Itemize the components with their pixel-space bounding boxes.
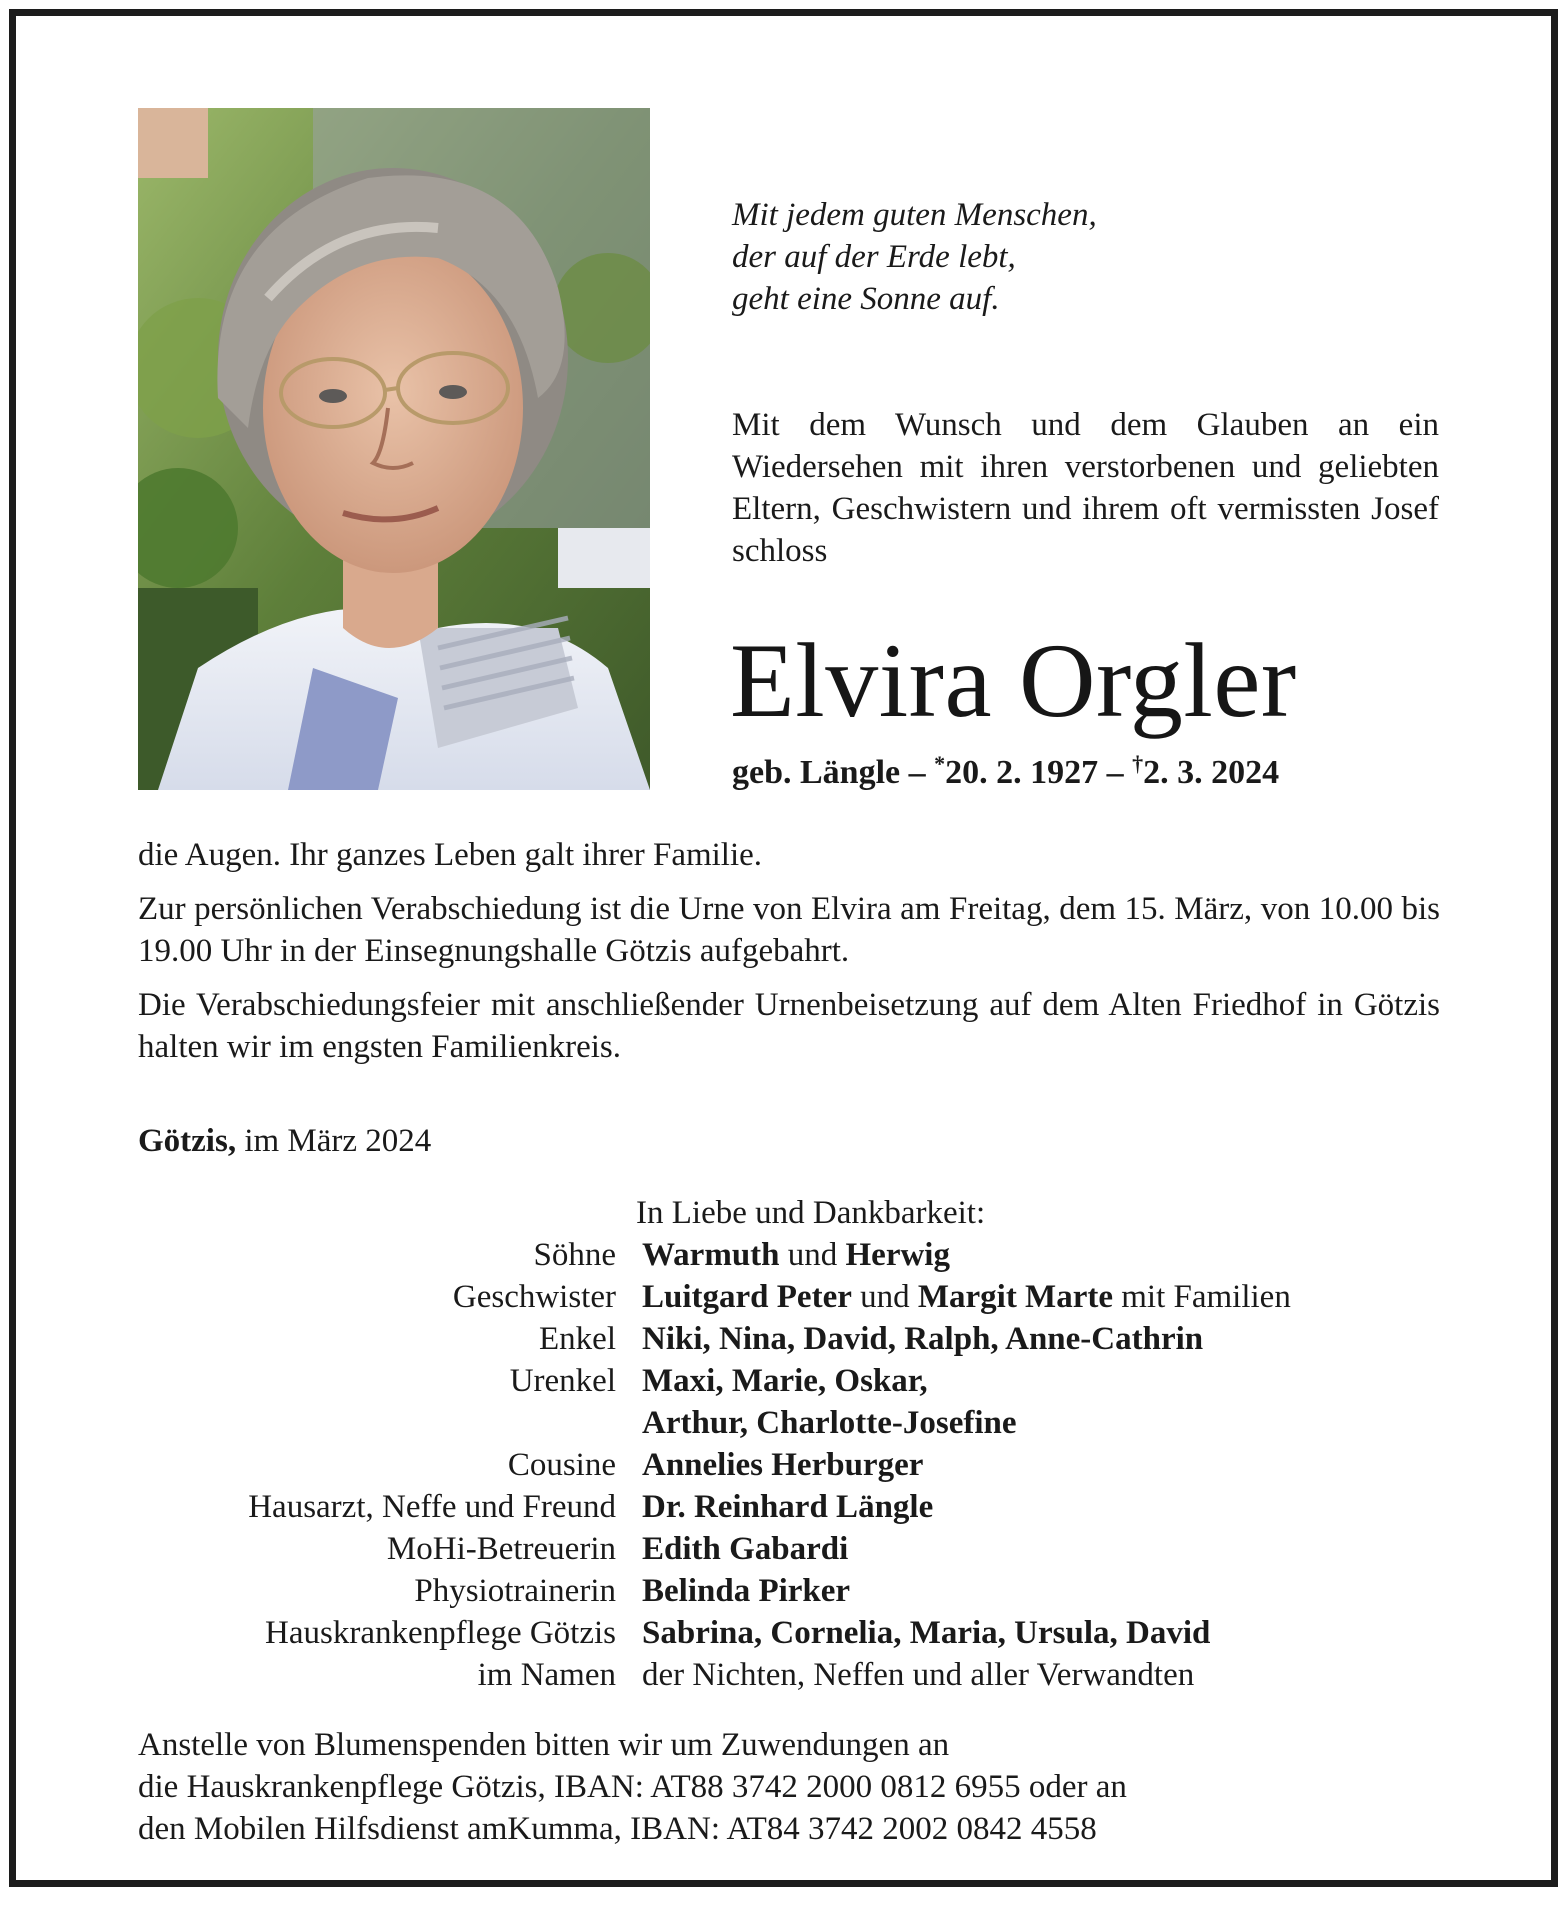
mourner-name: Margit Marte <box>917 1279 1113 1315</box>
mourner-names <box>642 1612 1210 1654</box>
mourner-row <box>138 1612 1558 1654</box>
place-date-text: im März 2024 <box>244 1123 432 1159</box>
quote-line: geht eine Sonne auf. <box>732 281 1000 317</box>
mourner-row <box>138 1444 1558 1486</box>
life-dates <box>732 744 1279 793</box>
announcement-body <box>138 834 1440 1080</box>
portrait-illustration <box>138 108 650 790</box>
portrait-photo <box>138 108 650 790</box>
mourner-row <box>138 1318 1558 1360</box>
mourner-name: Warmuth <box>642 1237 780 1273</box>
memorial-quote <box>732 194 1292 320</box>
mourner-role: im Namen <box>477 1657 616 1693</box>
birth-symbol: * <box>934 751 946 776</box>
mourner-role: Hausarzt, Neffe und Freund <box>248 1489 616 1525</box>
mourners-list <box>138 1234 1558 1696</box>
mourner-row <box>138 1276 1558 1318</box>
mourner-role: Geschwister <box>452 1279 616 1315</box>
mourner-row <box>138 1234 1558 1276</box>
mourner-role <box>138 1402 642 1444</box>
mourner-rest: mit Familien <box>1121 1279 1291 1315</box>
mourner-name: Edith Gabardi <box>642 1531 849 1567</box>
mourner-row <box>138 1654 1558 1696</box>
birth-name: geb. Längle <box>732 754 901 791</box>
mourner-name: Annelies Herburger <box>642 1447 924 1483</box>
mourner-name: Dr. Reinhard Längle <box>642 1489 934 1525</box>
donation-line: die Hauskrankenpflege Götzis, IBAN: AT88 3742 2000 0812 6955 oder an <box>138 1769 1127 1805</box>
mourner-role: Cousine <box>507 1447 616 1483</box>
mourner-name: Herwig <box>845 1237 950 1273</box>
mourner-names <box>642 1360 928 1402</box>
mourner-role: Söhne <box>533 1237 616 1273</box>
birth-date: 20. 2. 1927 <box>945 754 1099 791</box>
mourner-conj: und <box>787 1237 838 1273</box>
mourner-name: Luitgard Peter <box>642 1279 852 1315</box>
mourner-name: Belinda Pirker <box>642 1573 851 1609</box>
death-symbol: † <box>1132 751 1144 776</box>
mourner-names <box>642 1654 1194 1696</box>
mourner-row <box>138 1570 1558 1612</box>
mourner-row <box>138 1486 1558 1528</box>
body-paragraph: Zur persönlichen Verabschiedung ist die Urne von Elvira am Freitag, dem 15. März, von 10.00 bis 19.00 Uhr in der Einsegnungshalle Götzis aufgebahrt. <box>138 891 1440 969</box>
mourner-names <box>642 1444 923 1486</box>
mourner-names <box>642 1528 848 1570</box>
mourner-names <box>642 1570 850 1612</box>
thanks-heading: In Liebe und Dankbarkeit: <box>636 1195 986 1231</box>
death-date: 2. 3. 2024 <box>1143 754 1280 791</box>
mourner-name: Maxi, Marie, Oskar, <box>642 1363 928 1399</box>
body-paragraph: die Augen. Ihr ganzes Leben galt ihrer Familie. <box>138 837 763 873</box>
mourner-row <box>138 1360 1558 1402</box>
mourner-role: Enkel <box>539 1321 616 1357</box>
mourner-names <box>642 1276 1291 1318</box>
mourner-role: Physiotrainerin <box>414 1573 616 1609</box>
mourner-rest: der Nichten, Neffen und aller Verwandten <box>642 1657 1195 1693</box>
place-town: Götzis, <box>138 1123 237 1159</box>
mourner-names <box>642 1402 1017 1444</box>
mourner-names <box>642 1234 950 1276</box>
body-paragraph: Die Verabschiedungsfeier mit anschließender Urnenbeisetzung auf dem Alten Friedhof in Götzis halten wir im engsten Familienkreis. <box>138 987 1440 1065</box>
mourner-row <box>138 1402 1558 1444</box>
mourner-name: Arthur, Charlotte-Josefine <box>642 1405 1017 1441</box>
quote-line: Mit jedem guten Menschen, <box>732 197 1097 233</box>
donation-line: Anstelle von Blumenspenden bitten wir um Zuwendungen an <box>138 1727 950 1763</box>
mourner-role: MoHi-Betreuerin <box>386 1531 616 1567</box>
date-separator: – <box>908 754 926 791</box>
mourner-names <box>642 1318 1203 1360</box>
mourner-role: Hauskrankenpflege Götzis <box>265 1615 616 1651</box>
mourner-name: Niki, Nina, David, Ralph, Anne-Cathrin <box>642 1321 1204 1357</box>
intro-text: Mit dem Wunsch und dem Glauben an ein Wiedersehen mit ihren verstorbenen und geliebten Eltern, Geschwistern und ihrem oft vermissten Josef schloss <box>732 407 1439 569</box>
mourner-row <box>138 1528 1558 1570</box>
donation-note <box>138 1724 1458 1850</box>
mourner-role: Urenkel <box>509 1363 616 1399</box>
place-date <box>138 1120 431 1162</box>
mourner-name: Sabrina, Cornelia, Maria, Ursula, David <box>642 1615 1211 1651</box>
deceased-name: Elvira Orgler <box>730 622 1297 739</box>
obituary-page <box>9 9 1558 1887</box>
quote-line: der auf der Erde lebt, <box>732 239 1016 275</box>
date-separator: – <box>1106 754 1124 791</box>
mourner-names <box>642 1486 933 1528</box>
mourner-conj: und <box>860 1279 910 1315</box>
donation-line: den Mobilen Hilfsdienst amKumma, IBAN: AT84 3742 2002 0842 4558 <box>138 1811 1097 1847</box>
